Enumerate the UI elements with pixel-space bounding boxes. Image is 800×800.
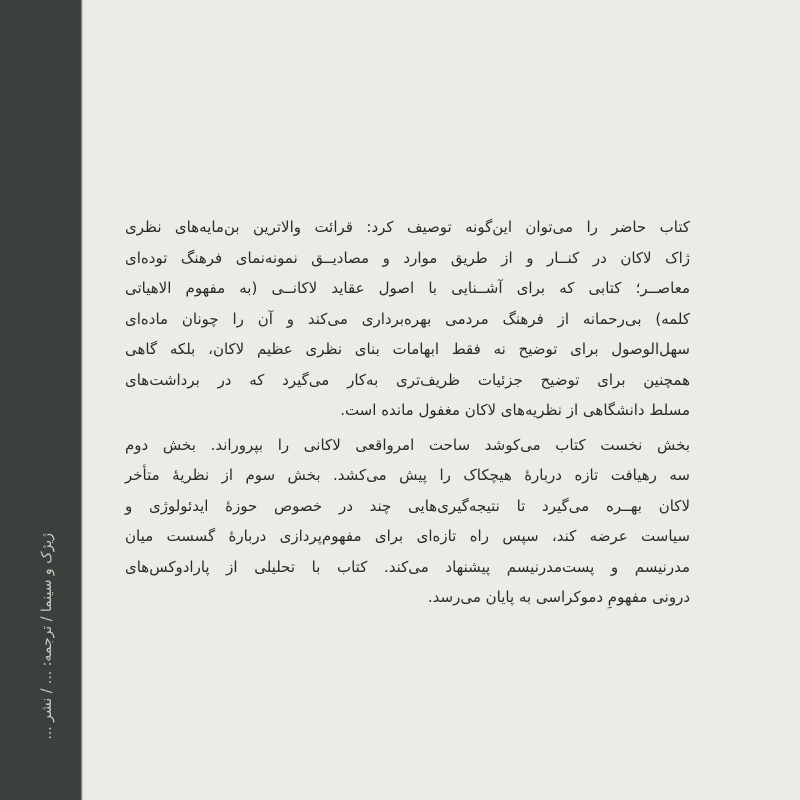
back-cover-blurb (125, 212, 690, 613)
text-line: بخش نخست کتاب می‌کوشد ساحت امرواقعی لاکانی را بپروراند. بخش دوم (125, 435, 690, 454)
text-line: کلمه) بی‌رحمانه از فرهنگ مردمی بهره‌برداری می‌کند و آن را چونان ماده‌ای (125, 309, 690, 328)
text-line: مدرنیسم و پست‌مدرنیسم پیشنهاد می‌کند. کتاب با تحلیلی از پارادوکس‌های (125, 557, 690, 576)
paragraph-1 (125, 212, 690, 426)
text-line: ژاک لاکان در کنــار و از طریق موارد و مصادیــق نمونه‌نمای فرهنگ توده‌ای (125, 248, 690, 267)
text-line: معاصــر؛ کتابی که برای آشــنایی با اصول عقاید لاکانــی (به مفهوم الاهیاتی (125, 279, 690, 297)
text-line: سه رهیافت تازه دربارهٔ هیچکاک را پیش می‌کشد. بخش سوم از نظریهٔ متأخر (125, 466, 690, 484)
text-line: سیاست عرضه کند، سپس راه تازه‌ای برای مفهوم‌پردازی دربارهٔ گسست میان (125, 527, 690, 545)
book-spine (0, 0, 80, 800)
spine-edge-shadow (80, 0, 83, 800)
text-line: درونی مفهومِ دموکراسی به پایان می‌رسد. (427, 588, 690, 606)
text-line: کتاب حاضر را می‌توان این‌گونه توصیف کرد: قرائت والاترین بن‌مایه‌های نظری (125, 218, 690, 236)
text-line: مسلط دانشگاهی از نظریه‌های لاکان مغفول مانده است. (340, 401, 690, 419)
spine-title: ژیژک و سینما / ترجمه: ... / نشر ... (39, 533, 55, 740)
text-line: همچنین برای توضیح جزئیات ظریف‌تری به‌کار می‌گیرد که در برداشت‌های (125, 370, 690, 389)
back-cover (95, 0, 800, 800)
text-line: لاکان بهــره می‌گیرد تا نتیجه‌گیری‌هایی چند در خصوص حوزهٔ ایدئولوژی و (125, 496, 690, 515)
paragraph-2 (125, 430, 690, 613)
text-line: سهل‌الوصول برای توضیح نه فقط ابهامات بنای نظری عظیم لاکان، بلکه گاهی (125, 340, 690, 358)
